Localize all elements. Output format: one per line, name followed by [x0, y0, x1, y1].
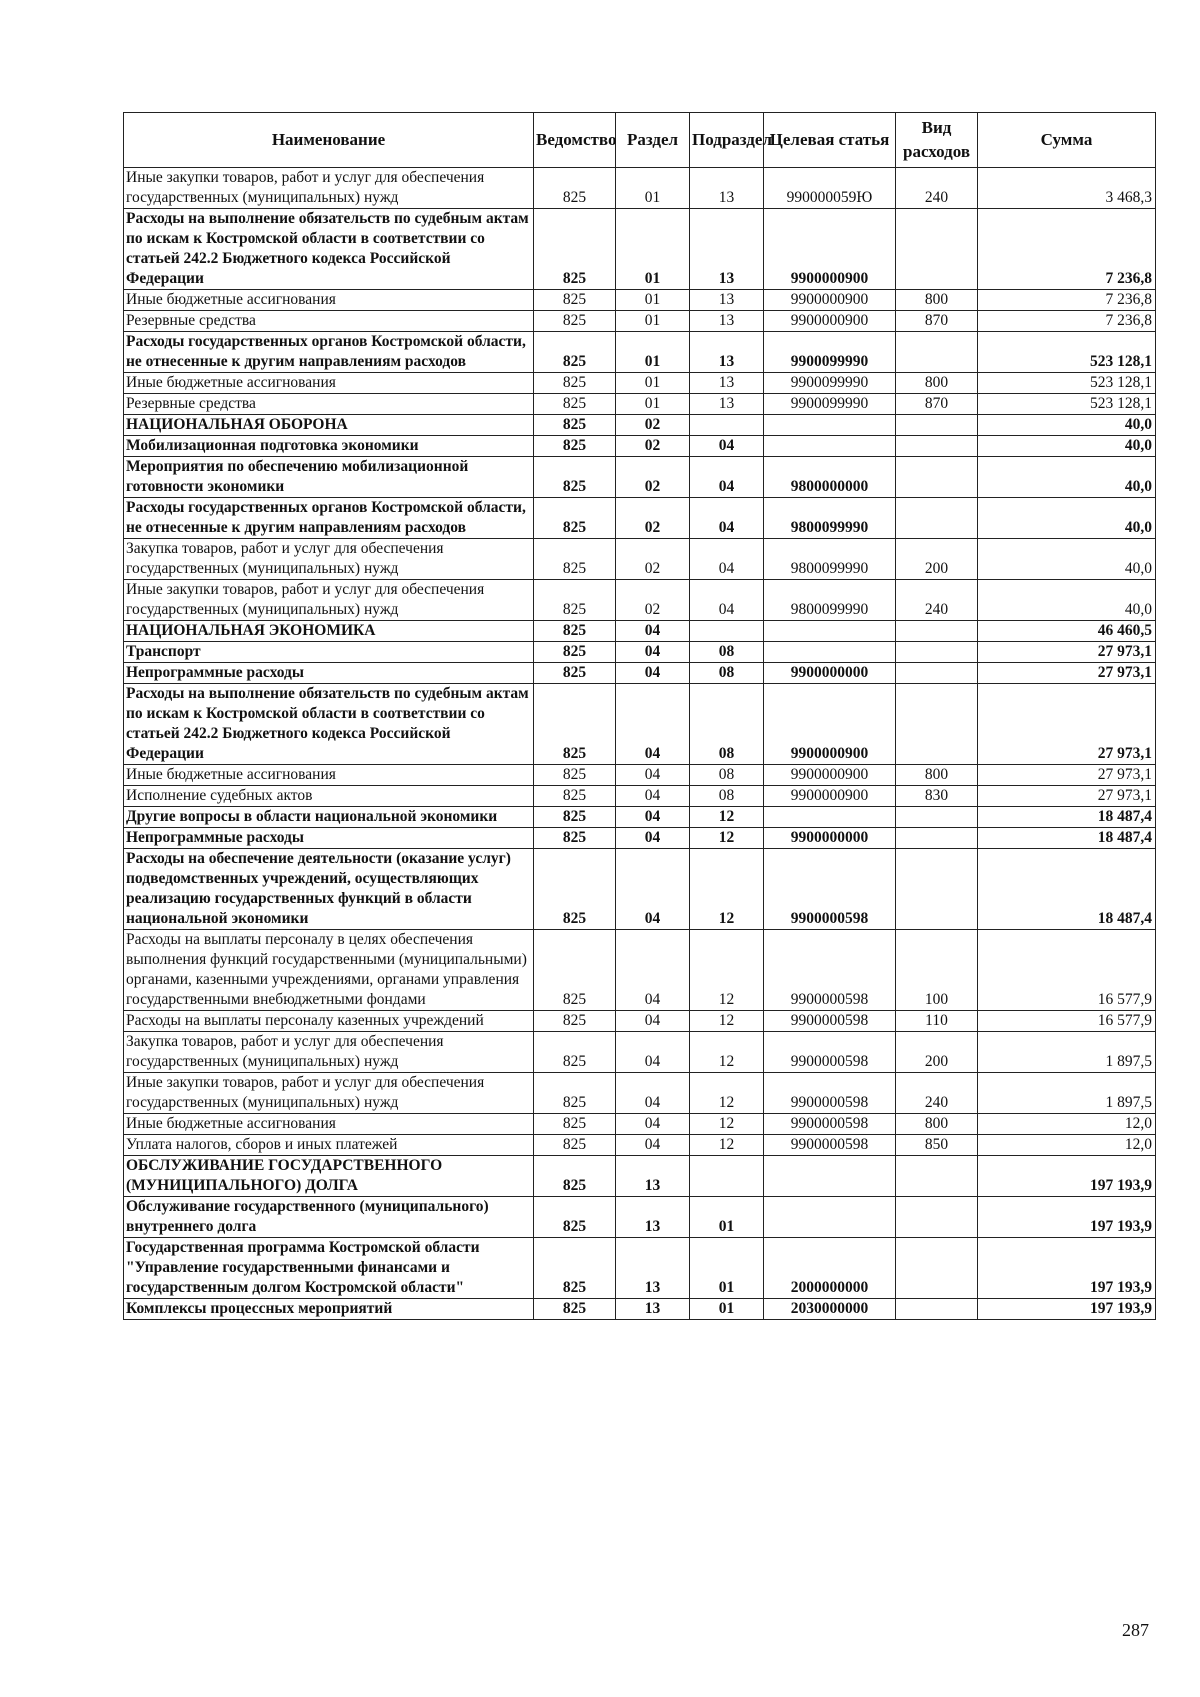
vid-rashodov-cell	[896, 828, 978, 849]
vid-rashodov-cell	[896, 209, 978, 290]
vedomstvo-cell: 825	[534, 290, 616, 311]
celevaya-statya-cell: 9900000598	[764, 1114, 896, 1135]
razdel-cell: 01	[616, 332, 690, 373]
name-cell: НАЦИОНАЛЬНАЯ ОБОРОНА	[124, 415, 534, 436]
table-row	[124, 930, 1156, 1011]
razdel-cell: 04	[616, 765, 690, 786]
summa-cell: 40,0	[978, 498, 1156, 539]
name-cell: Иные бюджетные ассигнования	[124, 1114, 534, 1135]
name-cell: ОБСЛУЖИВАНИЕ ГОСУДАРСТВЕННОГО (МУНИЦИПАЛЬНОГО) ДОЛГА	[124, 1156, 534, 1197]
vedomstvo-cell: 825	[534, 1032, 616, 1073]
summa-cell: 46 460,5	[978, 621, 1156, 642]
summa-cell: 40,0	[978, 436, 1156, 457]
vid-rashodov-cell: 240	[896, 1073, 978, 1114]
summa-cell: 27 973,1	[978, 684, 1156, 765]
table-row	[124, 1032, 1156, 1073]
razdel-cell: 02	[616, 457, 690, 498]
name-cell: Комплексы процессных мероприятий	[124, 1299, 534, 1320]
celevaya-statya-cell	[764, 1197, 896, 1238]
podrazdel-cell: 04	[690, 457, 764, 498]
name-cell: Расходы на выплаты персоналу казенных учреждений	[124, 1011, 534, 1032]
razdel-cell: 04	[616, 807, 690, 828]
vid-rashodov-cell	[896, 498, 978, 539]
name-cell: Расходы на выполнение обязательств по судебным актам по искам к Костромской области в соответствии со статьей 242.2 Бюджетного кодекса Российской Федерации	[124, 209, 534, 290]
table-row	[124, 168, 1156, 209]
table-row	[124, 1156, 1156, 1197]
vid-rashodov-cell: 800	[896, 1114, 978, 1135]
vid-rashodov-cell: 870	[896, 311, 978, 332]
vedomstvo-cell: 825	[534, 849, 616, 930]
vedomstvo-cell: 825	[534, 786, 616, 807]
summa-cell: 523 128,1	[978, 394, 1156, 415]
summa-cell: 12,0	[978, 1135, 1156, 1156]
podrazdel-cell	[690, 415, 764, 436]
vedomstvo-cell: 825	[534, 930, 616, 1011]
razdel-cell: 04	[616, 1135, 690, 1156]
name-cell: Иные закупки товаров, работ и услуг для обеспечения государственных (муниципальных) нужд	[124, 168, 534, 209]
table-row	[124, 373, 1156, 394]
vedomstvo-cell: 825	[534, 1156, 616, 1197]
vid-rashodov-cell	[896, 332, 978, 373]
summa-cell: 12,0	[978, 1114, 1156, 1135]
razdel-cell: 04	[616, 642, 690, 663]
table-row	[124, 1073, 1156, 1114]
celevaya-statya-cell: 9900000000	[764, 663, 896, 684]
vedomstvo-cell: 825	[534, 539, 616, 580]
podrazdel-cell: 04	[690, 539, 764, 580]
name-cell: Государственная программа Костромской области "Управление государственными финансами и государственным долгом Костромской области"	[124, 1238, 534, 1299]
name-cell: Иные бюджетные ассигнования	[124, 373, 534, 394]
table-row	[124, 1197, 1156, 1238]
summa-cell: 27 973,1	[978, 663, 1156, 684]
summa-cell: 1 897,5	[978, 1073, 1156, 1114]
celevaya-statya-cell: 9800099990	[764, 498, 896, 539]
celevaya-statya-cell: 2000000000	[764, 1238, 896, 1299]
celevaya-statya-cell	[764, 415, 896, 436]
table-row	[124, 311, 1156, 332]
podrazdel-cell: 13	[690, 311, 764, 332]
name-cell: Иные закупки товаров, работ и услуг для обеспечения государственных (муниципальных) нужд	[124, 580, 534, 621]
vid-rashodov-cell: 200	[896, 1032, 978, 1073]
vid-rashodov-cell: 240	[896, 168, 978, 209]
name-cell: Мероприятия по обеспечению мобилизационной готовности экономики	[124, 457, 534, 498]
vedomstvo-cell: 825	[534, 415, 616, 436]
razdel-cell: 04	[616, 621, 690, 642]
table-row	[124, 765, 1156, 786]
podrazdel-cell: 12	[690, 1032, 764, 1073]
razdel-cell: 02	[616, 498, 690, 539]
razdel-cell: 13	[616, 1299, 690, 1320]
vedomstvo-cell: 825	[534, 311, 616, 332]
name-cell: Обслуживание государственного (муниципального) внутреннего долга	[124, 1197, 534, 1238]
razdel-cell: 04	[616, 663, 690, 684]
podrazdel-cell: 01	[690, 1299, 764, 1320]
vid-rashodov-cell: 800	[896, 765, 978, 786]
vid-rashodov-cell	[896, 436, 978, 457]
summa-cell: 7 236,8	[978, 209, 1156, 290]
razdel-cell: 04	[616, 849, 690, 930]
vedomstvo-cell: 825	[534, 1114, 616, 1135]
name-cell: Непрограммные расходы	[124, 663, 534, 684]
celevaya-statya-cell	[764, 436, 896, 457]
razdel-cell: 04	[616, 684, 690, 765]
summa-cell: 18 487,4	[978, 828, 1156, 849]
vedomstvo-cell: 825	[534, 684, 616, 765]
vid-rashodov-cell	[896, 621, 978, 642]
summa-cell: 197 193,9	[978, 1156, 1156, 1197]
summa-cell: 18 487,4	[978, 807, 1156, 828]
vid-rashodov-cell: 830	[896, 786, 978, 807]
podrazdel-cell	[690, 621, 764, 642]
podrazdel-cell: 08	[690, 786, 764, 807]
vid-rashodov-cell	[896, 684, 978, 765]
razdel-cell: 04	[616, 786, 690, 807]
vid-rashodov-cell	[896, 1156, 978, 1197]
header-row	[124, 113, 1156, 168]
name-cell: Резервные средства	[124, 394, 534, 415]
name-cell: Иные бюджетные ассигнования	[124, 290, 534, 311]
table-row	[124, 457, 1156, 498]
vedomstvo-cell: 825	[534, 580, 616, 621]
celevaya-statya-cell: 9900000900	[764, 765, 896, 786]
table-row	[124, 436, 1156, 457]
name-cell: Расходы на выплаты персоналу в целях обеспечения выполнения функций государственными (муниципальными) органами, казенными учреждениями, органами управления государственными внебюджетными фондами	[124, 930, 534, 1011]
razdel-cell: 04	[616, 1114, 690, 1135]
celevaya-statya-cell: 9900000900	[764, 684, 896, 765]
podrazdel-cell: 08	[690, 765, 764, 786]
razdel-cell: 04	[616, 1073, 690, 1114]
razdel-cell: 02	[616, 580, 690, 621]
razdel-cell: 01	[616, 311, 690, 332]
vid-rashodov-cell	[896, 1299, 978, 1320]
razdel-cell: 01	[616, 373, 690, 394]
razdel-cell: 13	[616, 1197, 690, 1238]
vedomstvo-cell: 825	[534, 394, 616, 415]
podrazdel-cell: 12	[690, 1135, 764, 1156]
vedomstvo-cell: 825	[534, 1011, 616, 1032]
vid-rashodov-cell: 240	[896, 580, 978, 621]
celevaya-statya-cell: 9800099990	[764, 580, 896, 621]
table-row	[124, 580, 1156, 621]
celevaya-statya-cell: 9900000900	[764, 209, 896, 290]
name-cell: Мобилизационная подготовка экономики	[124, 436, 534, 457]
name-cell: Непрограммные расходы	[124, 828, 534, 849]
celevaya-statya-cell: 9900000598	[764, 1032, 896, 1073]
summa-cell: 40,0	[978, 457, 1156, 498]
name-cell: Другие вопросы в области национальной экономики	[124, 807, 534, 828]
vedomstvo-cell: 825	[534, 1197, 616, 1238]
table-row	[124, 663, 1156, 684]
celevaya-statya-cell: 2030000000	[764, 1299, 896, 1320]
name-cell: Расходы на обеспечение деятельности (оказание услуг) подведомственных учреждений, осуществляющих реализацию государственных функций в области национальной экономики	[124, 849, 534, 930]
name-cell: Иные закупки товаров, работ и услуг для обеспечения государственных (муниципальных) нужд	[124, 1073, 534, 1114]
summa-cell: 27 973,1	[978, 765, 1156, 786]
name-cell: Иные бюджетные ассигнования	[124, 765, 534, 786]
summa-cell: 197 193,9	[978, 1299, 1156, 1320]
podrazdel-cell: 12	[690, 807, 764, 828]
vid-rashodov-cell	[896, 849, 978, 930]
vedomstvo-cell: 825	[534, 1135, 616, 1156]
podrazdel-cell: 13	[690, 373, 764, 394]
header-summa: Сумма	[978, 113, 1156, 168]
summa-cell: 16 577,9	[978, 1011, 1156, 1032]
podrazdel-cell: 08	[690, 684, 764, 765]
table-row	[124, 621, 1156, 642]
vid-rashodov-cell: 110	[896, 1011, 978, 1032]
name-cell: Расходы на выполнение обязательств по судебным актам по искам к Костромской области в соответствии со статьей 242.2 Бюджетного кодекса Российской Федерации	[124, 684, 534, 765]
vid-rashodov-cell	[896, 642, 978, 663]
vedomstvo-cell: 825	[534, 663, 616, 684]
razdel-cell: 02	[616, 539, 690, 580]
header-razdel: Раздел	[616, 113, 690, 168]
razdel-cell: 04	[616, 1011, 690, 1032]
table-row	[124, 1011, 1156, 1032]
summa-cell: 18 487,4	[978, 849, 1156, 930]
podrazdel-cell: 13	[690, 209, 764, 290]
celevaya-statya-cell: 9900099990	[764, 373, 896, 394]
razdel-cell: 01	[616, 168, 690, 209]
table-row	[124, 1238, 1156, 1299]
table-row	[124, 642, 1156, 663]
summa-cell: 7 236,8	[978, 311, 1156, 332]
summa-cell: 197 193,9	[978, 1197, 1156, 1238]
vid-rashodov-cell: 850	[896, 1135, 978, 1156]
podrazdel-cell: 12	[690, 1011, 764, 1032]
podrazdel-cell: 01	[690, 1238, 764, 1299]
celevaya-statya-cell	[764, 621, 896, 642]
name-cell: Закупка товаров, работ и услуг для обеспечения государственных (муниципальных) нужд	[124, 1032, 534, 1073]
celevaya-statya-cell: 9900000598	[764, 1073, 896, 1114]
podrazdel-cell: 12	[690, 1114, 764, 1135]
vedomstvo-cell: 825	[534, 436, 616, 457]
razdel-cell: 01	[616, 394, 690, 415]
podrazdel-cell: 12	[690, 849, 764, 930]
summa-cell: 40,0	[978, 415, 1156, 436]
vedomstvo-cell: 825	[534, 1238, 616, 1299]
vedomstvo-cell: 825	[534, 807, 616, 828]
razdel-cell: 04	[616, 930, 690, 1011]
summa-cell: 3 468,3	[978, 168, 1156, 209]
name-cell: НАЦИОНАЛЬНАЯ ЭКОНОМИКА	[124, 621, 534, 642]
header-name: Наименование	[124, 113, 534, 168]
table-row	[124, 1135, 1156, 1156]
podrazdel-cell: 04	[690, 580, 764, 621]
header-celevaya-statya: Целевая статья	[764, 113, 896, 168]
podrazdel-cell: 04	[690, 436, 764, 457]
table-row	[124, 539, 1156, 580]
razdel-cell: 04	[616, 1032, 690, 1073]
table-row	[124, 498, 1156, 539]
vedomstvo-cell: 825	[534, 1073, 616, 1114]
vid-rashodov-cell	[896, 1238, 978, 1299]
podrazdel-cell: 08	[690, 642, 764, 663]
name-cell: Транспорт	[124, 642, 534, 663]
podrazdel-cell: 08	[690, 663, 764, 684]
table-row	[124, 209, 1156, 290]
celevaya-statya-cell: 9900000598	[764, 1135, 896, 1156]
name-cell: Расходы государственных органов Костромской области, не отнесенные к другим направлениям расходов	[124, 498, 534, 539]
summa-cell: 27 973,1	[978, 786, 1156, 807]
vedomstvo-cell: 825	[534, 621, 616, 642]
table-row	[124, 1114, 1156, 1135]
table-header	[124, 113, 1156, 168]
vid-rashodov-cell: 870	[896, 394, 978, 415]
name-cell: Исполнение судебных актов	[124, 786, 534, 807]
razdel-cell: 02	[616, 415, 690, 436]
table-row	[124, 394, 1156, 415]
vid-rashodov-cell: 800	[896, 290, 978, 311]
vedomstvo-cell: 825	[534, 457, 616, 498]
vedomstvo-cell: 825	[534, 642, 616, 663]
celevaya-statya-cell	[764, 1156, 896, 1197]
header-vedomstvo: Ведомство	[534, 113, 616, 168]
podrazdel-cell: 12	[690, 1073, 764, 1114]
table-row	[124, 807, 1156, 828]
summa-cell: 40,0	[978, 539, 1156, 580]
vedomstvo-cell: 825	[534, 168, 616, 209]
name-cell: Резервные средства	[124, 311, 534, 332]
table-row	[124, 1299, 1156, 1320]
vid-rashodov-cell	[896, 663, 978, 684]
summa-cell: 16 577,9	[978, 930, 1156, 1011]
celevaya-statya-cell: 9900099990	[764, 332, 896, 373]
table-row	[124, 786, 1156, 807]
vid-rashodov-cell	[896, 457, 978, 498]
celevaya-statya-cell: 9900000598	[764, 1011, 896, 1032]
celevaya-statya-cell: 9900000598	[764, 930, 896, 1011]
celevaya-statya-cell: 9900000900	[764, 290, 896, 311]
table-row	[124, 290, 1156, 311]
vedomstvo-cell: 825	[534, 1299, 616, 1320]
podrazdel-cell: 01	[690, 1197, 764, 1238]
celevaya-statya-cell: 990000059Ю	[764, 168, 896, 209]
table-body	[124, 168, 1156, 1320]
celevaya-statya-cell	[764, 807, 896, 828]
vedomstvo-cell: 825	[534, 373, 616, 394]
razdel-cell: 01	[616, 290, 690, 311]
vid-rashodov-cell: 200	[896, 539, 978, 580]
header-podrazdel: Подраздел	[690, 113, 764, 168]
summa-cell: 40,0	[978, 580, 1156, 621]
razdel-cell: 13	[616, 1238, 690, 1299]
budget-table	[123, 112, 1156, 1320]
summa-cell: 523 128,1	[978, 332, 1156, 373]
table-row	[124, 332, 1156, 373]
podrazdel-cell: 13	[690, 394, 764, 415]
vid-rashodov-cell: 100	[896, 930, 978, 1011]
vid-rashodov-cell	[896, 415, 978, 436]
podrazdel-cell: 12	[690, 828, 764, 849]
vedomstvo-cell: 825	[534, 828, 616, 849]
vid-rashodov-cell: 800	[896, 373, 978, 394]
name-cell: Расходы государственных органов Костромской области, не отнесенные к другим направлениям расходов	[124, 332, 534, 373]
razdel-cell: 13	[616, 1156, 690, 1197]
vedomstvo-cell: 825	[534, 332, 616, 373]
podrazdel-cell: 04	[690, 498, 764, 539]
name-cell: Закупка товаров, работ и услуг для обеспечения государственных (муниципальных) нужд	[124, 539, 534, 580]
celevaya-statya-cell: 9900000900	[764, 786, 896, 807]
razdel-cell: 01	[616, 209, 690, 290]
vid-rashodov-cell	[896, 807, 978, 828]
summa-cell: 523 128,1	[978, 373, 1156, 394]
summa-cell: 27 973,1	[978, 642, 1156, 663]
name-cell: Уплата налогов, сборов и иных платежей	[124, 1135, 534, 1156]
page-number: 287	[1122, 1620, 1149, 1640]
celevaya-statya-cell: 9900099990	[764, 394, 896, 415]
header-vid-rashodov: Вид расходов	[896, 113, 978, 168]
podrazdel-cell: 13	[690, 332, 764, 373]
podrazdel-cell: 13	[690, 168, 764, 209]
razdel-cell: 04	[616, 828, 690, 849]
podrazdel-cell	[690, 1156, 764, 1197]
vedomstvo-cell: 825	[534, 498, 616, 539]
table-row	[124, 849, 1156, 930]
celevaya-statya-cell: 9800099990	[764, 539, 896, 580]
razdel-cell: 02	[616, 436, 690, 457]
vid-rashodov-cell	[896, 1197, 978, 1238]
celevaya-statya-cell: 9900000000	[764, 828, 896, 849]
summa-cell: 197 193,9	[978, 1238, 1156, 1299]
vedomstvo-cell: 825	[534, 209, 616, 290]
summa-cell: 1 897,5	[978, 1032, 1156, 1073]
podrazdel-cell: 12	[690, 930, 764, 1011]
table-row	[124, 415, 1156, 436]
table-row	[124, 684, 1156, 765]
podrazdel-cell: 13	[690, 290, 764, 311]
summa-cell: 7 236,8	[978, 290, 1156, 311]
celevaya-statya-cell	[764, 642, 896, 663]
celevaya-statya-cell: 9900000598	[764, 849, 896, 930]
celevaya-statya-cell: 9900000900	[764, 311, 896, 332]
table-row	[124, 828, 1156, 849]
vedomstvo-cell: 825	[534, 765, 616, 786]
celevaya-statya-cell: 9800000000	[764, 457, 896, 498]
